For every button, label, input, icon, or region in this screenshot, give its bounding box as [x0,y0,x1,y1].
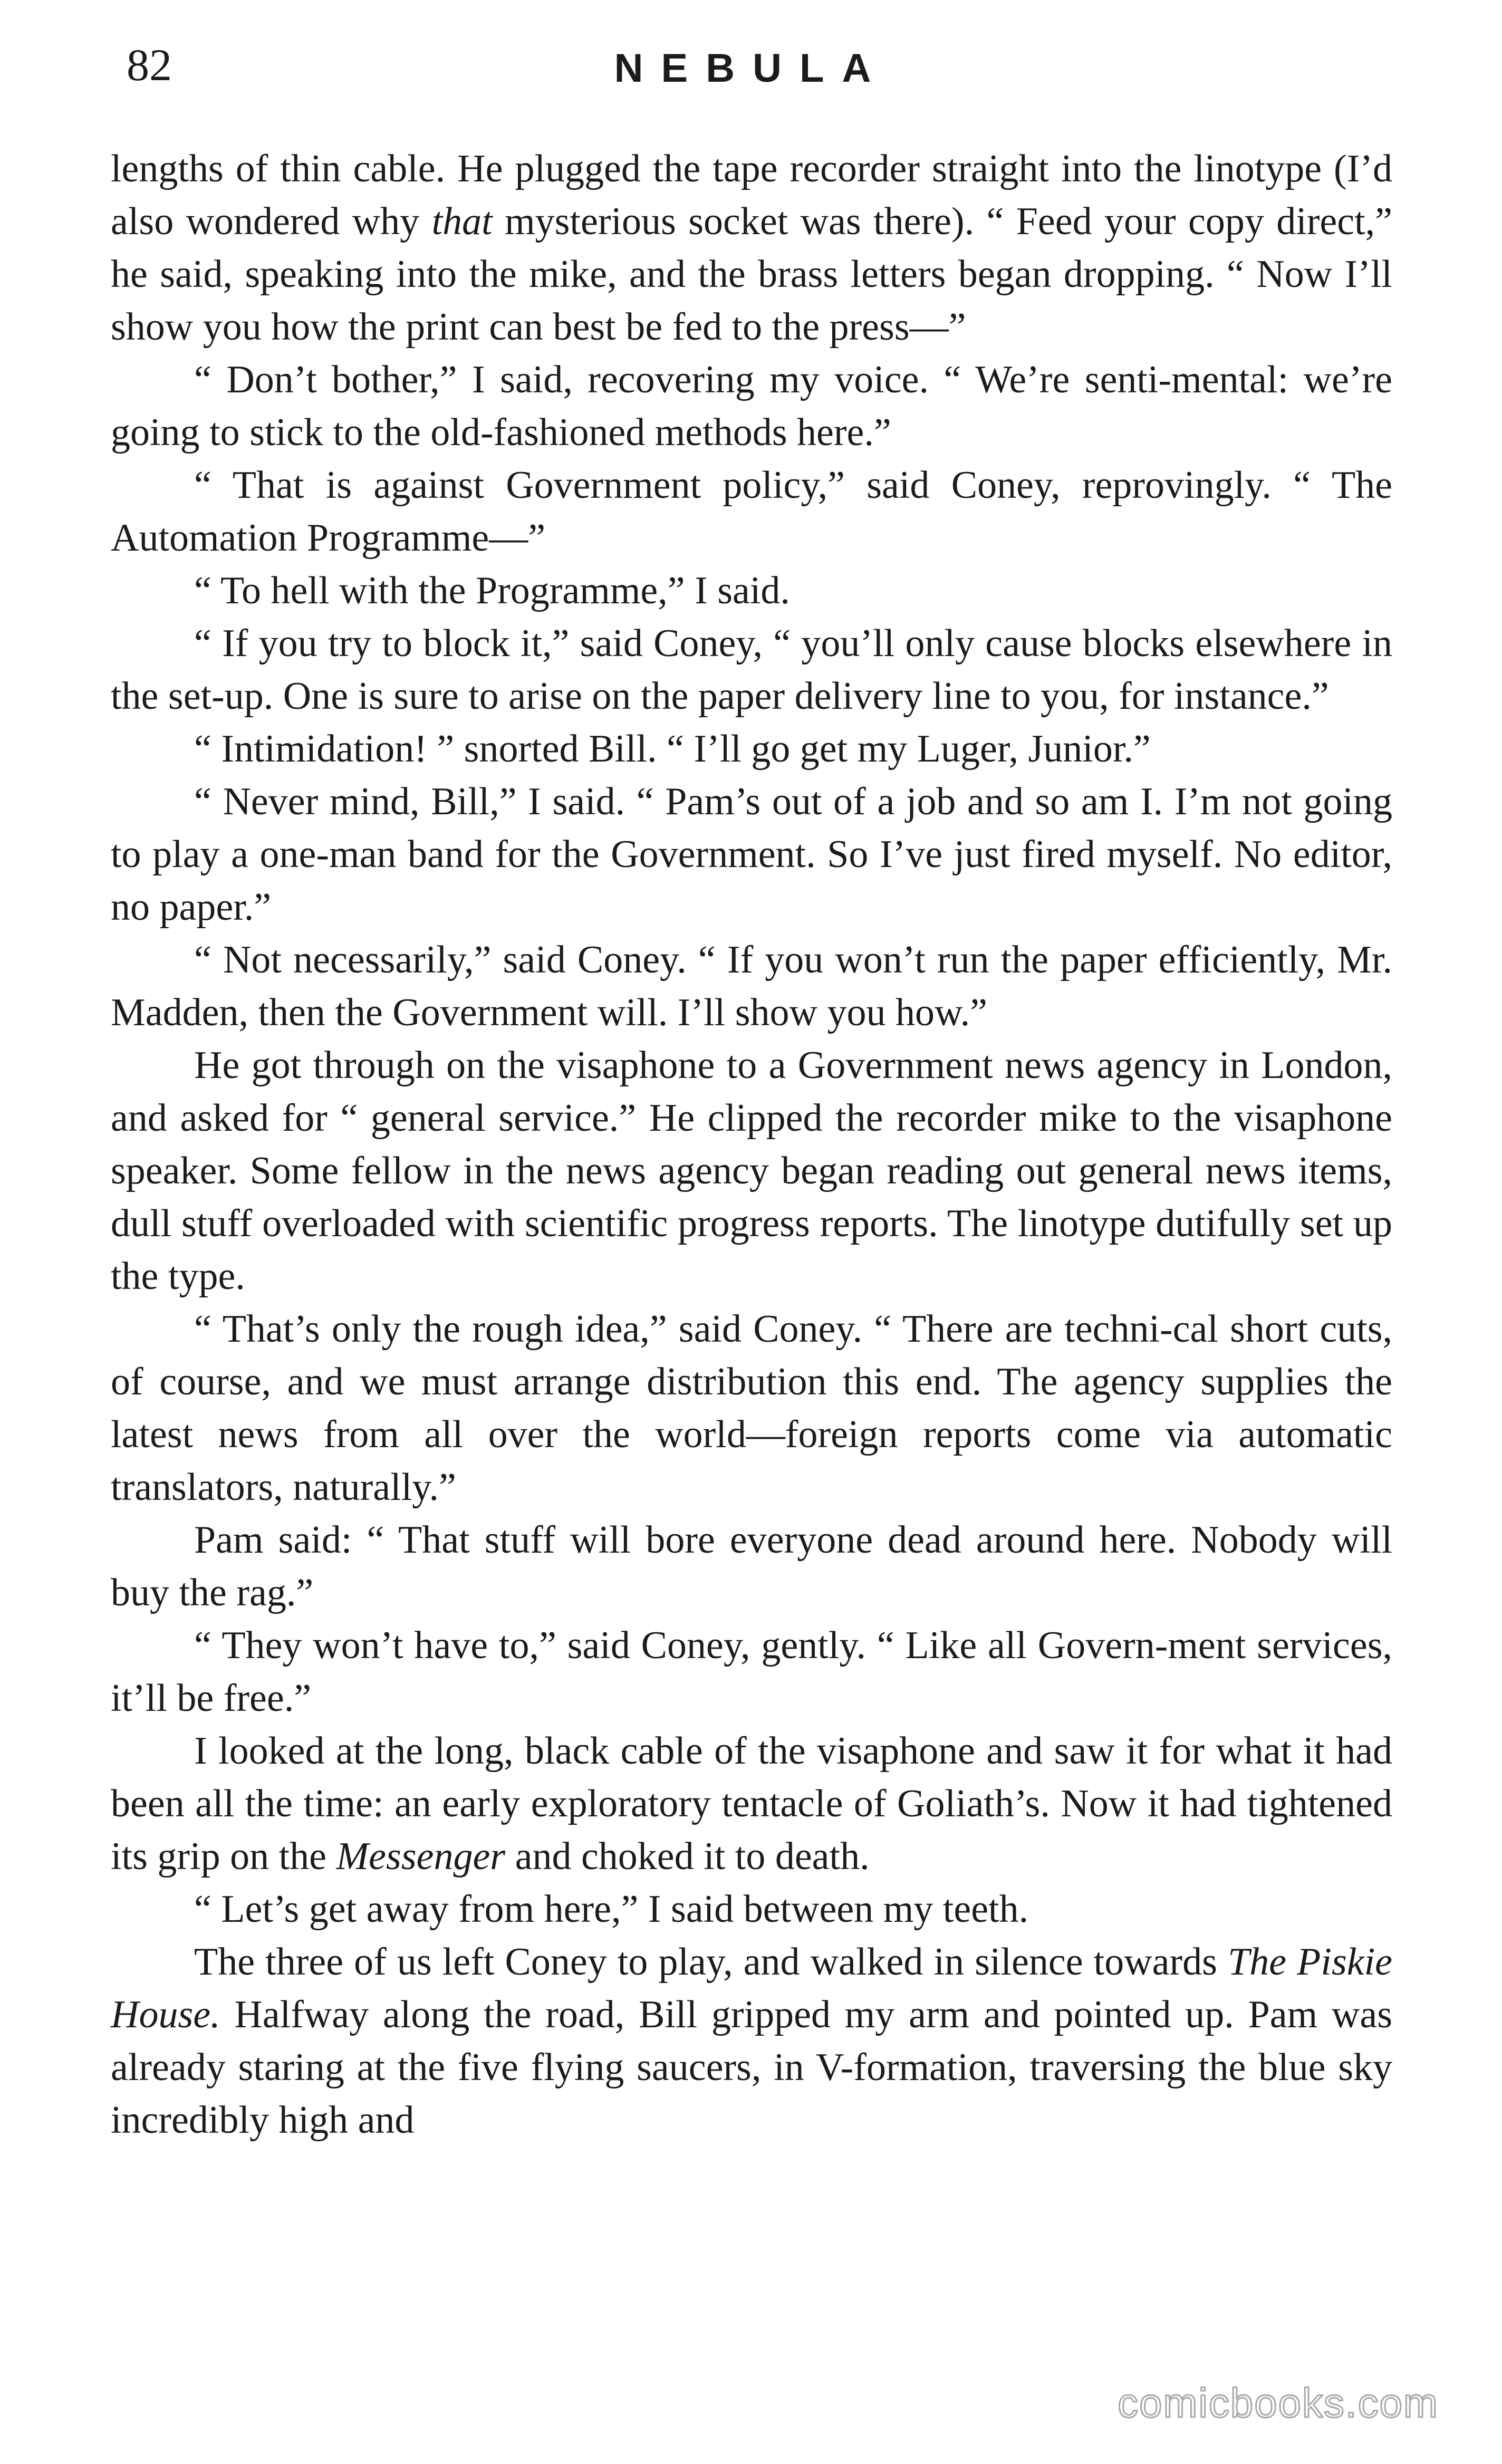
paragraph-text: “ That is against Government policy,” said Coney, reprovingly. “ The Automation Programme—” [111,464,1392,560]
paragraph-text: “ Let’s get away from here,” I said between my teeth. [194,1888,1029,1931]
watermark-logo: comicbooks.com [1118,2380,1439,2426]
italic-text: The Piskie House. [111,1940,1392,2036]
paragraph-text: He got through on the visaphone to a Government news agency in London, and asked for “ general service.” He clipped the recorder mike to the visaphone speaker. Some fellow in the news agency began reading out general news items, dull stuff overloaded with scientific progress reports. The linotype dutifully set up the type. [111,1044,1392,1298]
paragraph-text: “ Don’t bother,” I said, recovering my voice. “ We’re senti-mental: we’re going to stick to the old-fashioned methods here.” [111,358,1392,454]
paragraph-text: The three of us left Coney to play, and walked in silence towards [194,1940,1228,1984]
italic-text: Messenger [336,1835,506,1878]
body-paragraph [111,459,1392,564]
paragraph-text: Halfway along the road, Bill gripped my arm and pointed up. Pam was already staring at the five flying saucers, in V-formation, traversing the blue sky incredibly high and [111,1993,1392,2142]
italic-text: that [431,200,493,243]
body-paragraph [111,775,1392,933]
body-paragraph [111,1936,1392,2147]
paragraph-text: “ Never mind, Bill,” I said. “ Pam’s out of a job and so am I. I’m not going to play a one-man band for the Government. So I’ve just fired myself. No editor, no paper.” [111,780,1392,929]
body-paragraph [111,933,1392,1039]
paragraph-text: “ That’s only the rough idea,” said Coney. “ There are techni-cal short cuts, of course, and we must arrange distribution this end. The agency supplies the latest news from all over the world—foreign reports come via automatic translators, naturally.” [111,1307,1392,1509]
running-title: NEBULA [614,46,889,91]
page-header [111,32,1392,127]
paragraph-text: I looked at the long, black cable of the visaphone and saw it for what it had been all the time: an early exploratory tentacle of Goliath’s. Now it had tightened its grip on the [111,1729,1392,1878]
body-paragraph [111,1514,1392,1619]
page-body [111,142,1392,2147]
body-paragraph [111,564,1392,617]
paragraph-text: “ They won’t have to,” said Coney, gently. “ Like all Govern-ment services, it’ll be free.” [111,1624,1392,1720]
body-paragraph [111,1883,1392,1936]
paragraph-text: “ Intimidation! ” snorted Bill. “ I’ll go get my Luger, Junior.” [194,727,1151,771]
paragraph-text: and choked it to death. [505,1835,870,1878]
body-paragraph [111,617,1392,723]
body-paragraph [111,1619,1392,1725]
paragraph-text: “ If you try to block it,” said Coney, “ you’ll only cause blocks elsewhere in the set-up. One is sure to arise on the paper delivery line to you, for instance.” [111,622,1392,718]
paragraph-text: lengths of thin cable. He plugged the tape recorder straight into the linotype (I’d also wondered why [111,147,1392,243]
paragraph-text: “ Not necessarily,” said Coney. “ If you won’t run the paper efficiently, Mr. Madden, then the Government will. I’ll show you how.” [111,938,1392,1034]
page-number: 82 [127,40,172,90]
body-paragraph [111,142,1392,353]
body-paragraph [111,1303,1392,1514]
paragraph-text: “ To hell with the Programme,” I said. [194,569,790,612]
body-paragraph [111,1725,1392,1883]
body-paragraph [111,723,1392,775]
paragraph-text: mysterious socket was there). “ Feed your copy direct,” he said, speaking into the mike, and the brass letters began dropping. “ Now I’ll show you how the print can best be fed to the press—” [111,200,1392,349]
body-paragraph [111,353,1392,459]
paragraph-text: Pam said: “ That stuff will bore everyone dead around here. Nobody will buy the rag.” [111,1518,1392,1614]
body-paragraph [111,1039,1392,1303]
